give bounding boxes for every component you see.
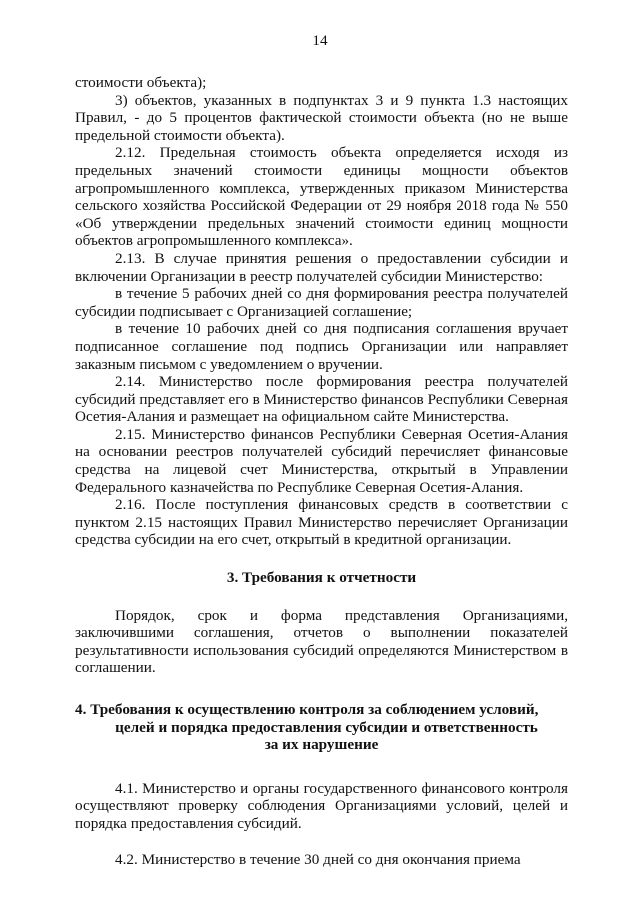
paragraph-4-2: 4.2. Министерство в течение 30 дней со дня окончания приема (115, 850, 521, 868)
section-4-heading (75, 701, 568, 754)
document-body (75, 74, 568, 868)
paragraph-2-12: 2.12. Предельная стоимость объекта определяется исходя из предельных значений стоимости единицы мощности объектов агропромышленного комплекса, утвержденных приказом Министерства сельского хозяйства Российской Федерации от 29 ноября 2018 года № 550 «Об утверждении предельных значений стоимости единиц мощности объектов агропромышленного комплекса». (75, 144, 568, 250)
paragraph-2-14: 2.14. Министерство после формирования реестра получателей субсидий представляет его в Министерство финансов Республики Северная Осетия-Алания и размещает на официальном сайте Министерства. (75, 373, 568, 426)
paragraph-item-3: 3) объектов, указанных в подпунктах 3 и 9 пункта 1.3 настоящих Правил, - до 5 процентов фактической стоимости объекта (но не выше предельной стоимости объекта). (75, 91, 568, 144)
paragraph-4-1: 4.1. Министерство и органы государственного финансового контроля осуществляют проверку соблюдения Организациями условий, целей и порядка предоставления субсидий. (75, 779, 568, 832)
section-3-heading: 3. Требования к отчетности (226, 569, 417, 587)
section-4-heading-line2: целей и порядка предоставления субсидии и ответственность (115, 718, 538, 736)
paragraph-2-13-b: в течение 10 рабочих дней со дня подписания соглашения вручает подписанное соглашение под подпись Организации или направляет заказным письмом с уведомлением о вручении. (75, 320, 568, 373)
page-number: 14 (312, 32, 328, 49)
section-3-text: Порядок, срок и форма представления Организациями, заключившими соглашения, отчетов о выполнении показателей результативности использования субсидий определяются Министерством в соглашении. (75, 606, 568, 677)
section-4-heading-line3: за их нарушение (264, 736, 379, 754)
paragraph-2-13-a: в течение 5 рабочих дней со дня формирования реестра получателей субсидии подписывает с Организацией соглашение; (75, 285, 568, 320)
paragraph-2-13: 2.13. В случае принятия решения о предоставлении субсидии и включении Организации в реестр получателей субсидии Министерство: (75, 249, 568, 285)
paragraph-continuation: стоимости объекта); (75, 74, 207, 91)
paragraph-2-16: 2.16. После поступления финансовых средств в соответствии с пунктом 2.15 настоящих Правил Министерство перечисляет Организации средства субсидии на его счет, открытый в кредитной организации. (75, 496, 568, 549)
section-4-heading-line1: 4. Требования к осуществлению контроля за соблюдением условий, (75, 701, 539, 718)
paragraph-2-15: 2.15. Министерство финансов Республики Северная Осетия-Алания на основании реестров получателей субсидий перечисляет финансовые средства на лицевой счет Министерства, открытый в Управлении Федерального казначейства по Республике Северная Осетия-Алания. (75, 425, 568, 496)
